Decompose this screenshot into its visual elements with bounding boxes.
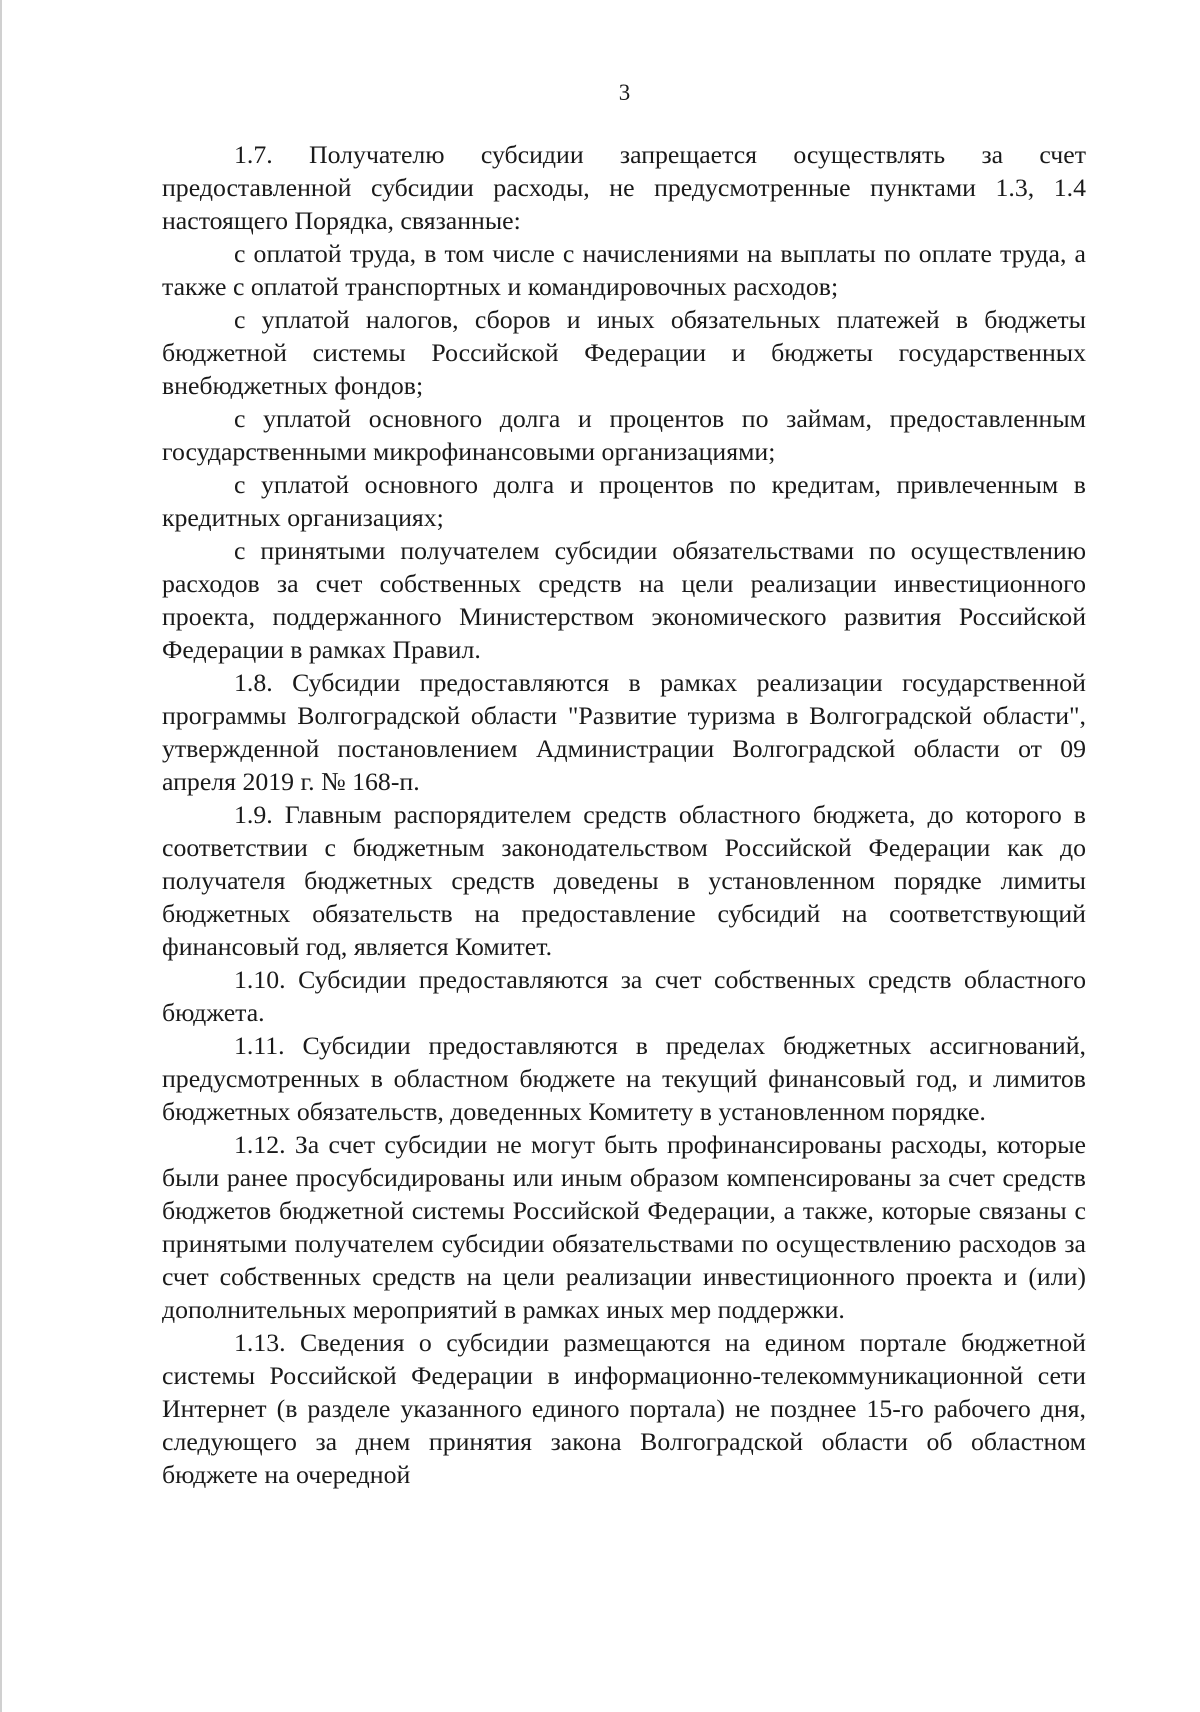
paragraph-1-12: 1.12. За счет субсидии не могут быть профинансированы расходы, которые были ранее просубсидированы или иным образом компенсированы за счет средств бюджетов бюджетной системы Российской Федерации, а также, которые связаны с принятыми получателем субсидии обязательствами по осуществлению расходов за счет собственных средств на цели реализации инвестиционного проекта и (или) дополнительных мероприятий в рамках иных мер поддержки. xyxy=(162,1130,1086,1324)
paragraph-credits: с уплатой основного долга и процентов по кредитам, привлеченным в кредитных организациях; xyxy=(162,470,1086,532)
paragraph-labor-costs: с оплатой труда, в том числе с начислениями на выплаты по оплате труда, а также с оплатой транспортных и командировочных расходов; xyxy=(162,239,1086,301)
paragraph-obligations: с принятыми получателем субсидии обязательствами по осуществлению расходов за счет собственных средств на цели реализации инвестиционного проекта, поддержанного Министерством экономического развития Российской Федерации в рамках Правил. xyxy=(162,536,1086,664)
paragraph-1-13: 1.13. Сведения о субсидии размещаются на едином портале бюджетной системы Российской Федерации в информационно-телекоммуникационной сети Интернет (в разделе указанного единого портала) не позднее 15-го рабочего дня, следующего за днем принятия закона Волгоградской области об областном бюджете на очередной xyxy=(162,1328,1086,1489)
paragraph-loans: с уплатой основного долга и процентов по займам, предоставленным государственными микрофинансовыми организациями; xyxy=(162,404,1086,466)
paragraph-1-8: 1.8. Субсидии предоставляются в рамках реализации государственной программы Волгоградской области "Развитие туризма в Волгоградской области", утвержденной постановлением Администрации Волгоградской области от 09 апреля 2019 г. № 168-п. xyxy=(162,668,1086,796)
paragraph-1-7: 1.7. Получателю субсидии запрещается осуществлять за счет предоставленной субсидии расходы, не предусмотренные пунктами 1.3, 1.4 настоящего Порядка, связанные: xyxy=(162,140,1086,235)
paragraph-1-9: 1.9. Главным распорядителем средств областного бюджета, до которого в соответствии с бюджетным законодательством Российской Федерации как до получателя бюджетных средств доведены в установленном порядке лимиты бюджетных обязательств на предоставление субсидий на соответствующий финансовый год, является Комитет. xyxy=(162,800,1086,961)
document-body xyxy=(162,138,1086,1491)
paragraph-taxes: с уплатой налогов, сборов и иных обязательных платежей в бюджеты бюджетной системы Российской Федерации и бюджеты государственных внебюджетных фондов; xyxy=(162,305,1086,400)
paragraph-1-10: 1.10. Субсидии предоставляются за счет собственных средств областного бюджета. xyxy=(162,965,1086,1027)
paragraph-1-11: 1.11. Субсидии предоставляются в пределах бюджетных ассигнований, предусмотренных в областном бюджете на текущий финансовый год, и лимитов бюджетных обязательств, доведенных Комитету в установленном порядке. xyxy=(162,1031,1086,1126)
page-number: 3 xyxy=(618,80,631,105)
